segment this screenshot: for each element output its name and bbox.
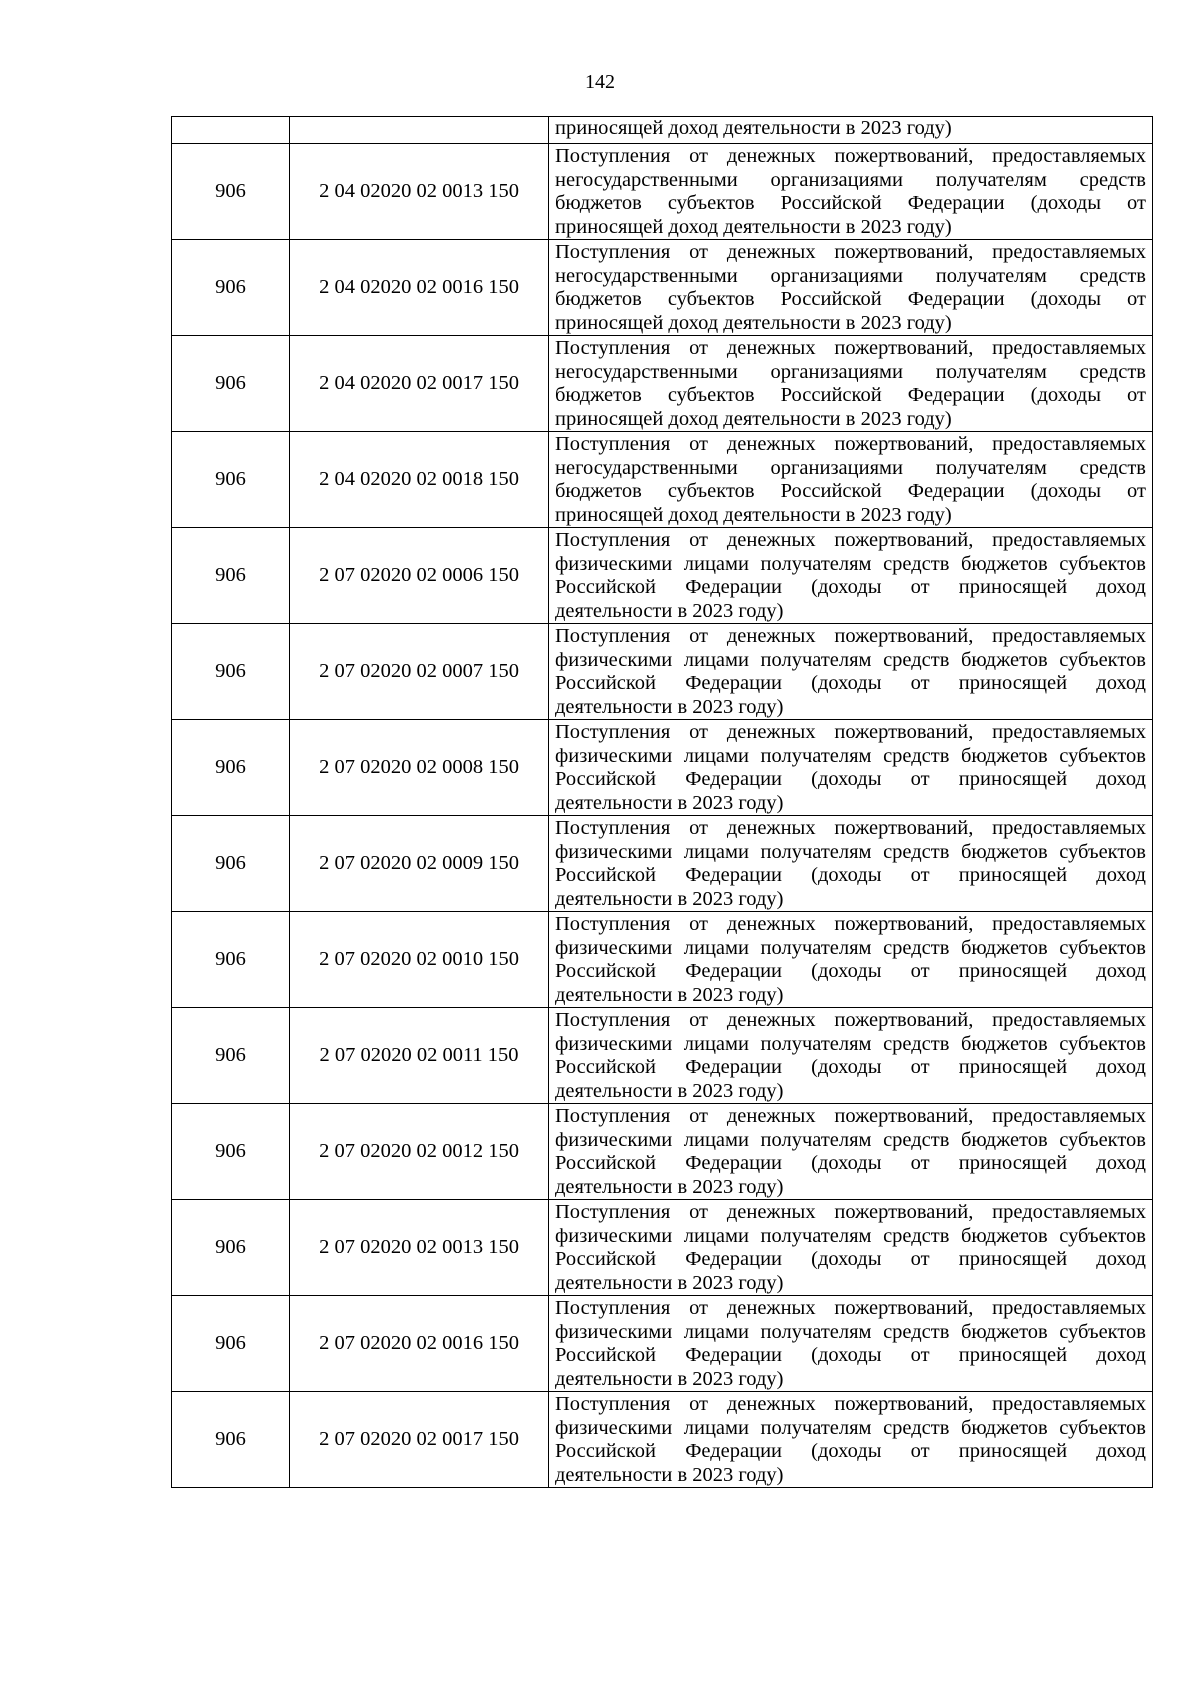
admin-code-cell: 906 bbox=[172, 336, 290, 432]
admin-code-cell: 906 bbox=[172, 144, 290, 240]
budget-classification-code-cell: 2 04 02020 02 0017 150 bbox=[290, 336, 549, 432]
table-row bbox=[172, 912, 1153, 1008]
admin-code-cell: 906 bbox=[172, 912, 290, 1008]
table-row bbox=[172, 1104, 1153, 1200]
table-row bbox=[172, 240, 1153, 336]
admin-code-cell: 906 bbox=[172, 720, 290, 816]
revenue-description-cell: Поступления от денежных пожертвований, предоставляемых негосударственными организациями получателям средств бюджетов субъектов Российской Федерации (доходы от приносящей доход деятельности в 2023 году) bbox=[549, 432, 1153, 528]
revenue-description-cell: Поступления от денежных пожертвований, предоставляемых негосударственными организациями получателям средств бюджетов субъектов Российской Федерации (доходы от приносящей доход деятельности в 2023 году) bbox=[549, 144, 1153, 240]
admin-code-cell: 906 bbox=[172, 528, 290, 624]
admin-code-cell: 906 bbox=[172, 1104, 290, 1200]
revenue-description-cell: Поступления от денежных пожертвований, предоставляемых физическими лицами получателям средств бюджетов субъектов Российской Федерации (доходы от приносящей доход деятельности в 2023 году) bbox=[549, 1296, 1153, 1392]
admin-code-cell: 906 bbox=[172, 1296, 290, 1392]
revenue-description-cell: Поступления от денежных пожертвований, предоставляемых физическими лицами получателям средств бюджетов субъектов Российской Федерации (доходы от приносящей доход деятельности в 2023 году) bbox=[549, 1200, 1153, 1296]
table-row bbox=[172, 1392, 1153, 1488]
revenue-description-cell: Поступления от денежных пожертвований, предоставляемых физическими лицами получателям средств бюджетов субъектов Российской Федерации (доходы от приносящей доход деятельности в 2023 году) bbox=[549, 1104, 1153, 1200]
table-row bbox=[172, 144, 1153, 240]
table-row bbox=[172, 432, 1153, 528]
revenue-description-cell: Поступления от денежных пожертвований, предоставляемых негосударственными организациями получателям средств бюджетов субъектов Российской Федерации (доходы от приносящей доход деятельности в 2023 году) bbox=[549, 336, 1153, 432]
revenue-description-cell: приносящей доход деятельности в 2023 году) bbox=[549, 117, 1153, 144]
admin-code-cell: 906 bbox=[172, 432, 290, 528]
budget-classification-code-cell: 2 07 02020 02 0009 150 bbox=[290, 816, 549, 912]
budget-classification-code-cell: 2 07 02020 02 0008 150 bbox=[290, 720, 549, 816]
table-row bbox=[172, 1200, 1153, 1296]
continuation-row bbox=[172, 117, 1153, 144]
budget-classification-code-cell: 2 07 02020 02 0006 150 bbox=[290, 528, 549, 624]
admin-code-cell: 906 bbox=[172, 1200, 290, 1296]
table-row bbox=[172, 1008, 1153, 1104]
budget-classification-code-cell: 2 04 02020 02 0016 150 bbox=[290, 240, 549, 336]
revenue-description-cell: Поступления от денежных пожертвований, предоставляемых физическими лицами получателям средств бюджетов субъектов Российской Федерации (доходы от приносящей доход деятельности в 2023 году) bbox=[549, 528, 1153, 624]
revenue-description-cell: Поступления от денежных пожертвований, предоставляемых физическими лицами получателям средств бюджетов субъектов Российской Федерации (доходы от приносящей доход деятельности в 2023 году) bbox=[549, 912, 1153, 1008]
budget-classification-code-cell bbox=[290, 117, 549, 144]
admin-code-cell bbox=[172, 117, 290, 144]
revenue-codes-table bbox=[171, 116, 1153, 1488]
budget-classification-code-cell: 2 07 02020 02 0016 150 bbox=[290, 1296, 549, 1392]
table-row bbox=[172, 528, 1153, 624]
budget-classification-code-cell: 2 04 02020 02 0018 150 bbox=[290, 432, 549, 528]
budget-classification-code-cell: 2 07 02020 02 0017 150 bbox=[290, 1392, 549, 1488]
budget-classification-code-cell: 2 07 02020 02 0010 150 bbox=[290, 912, 549, 1008]
revenue-description-cell: Поступления от денежных пожертвований, предоставляемых физическими лицами получателям средств бюджетов субъектов Российской Федерации (доходы от приносящей доход деятельности в 2023 году) bbox=[549, 816, 1153, 912]
revenue-description-cell: Поступления от денежных пожертвований, предоставляемых физическими лицами получателям средств бюджетов субъектов Российской Федерации (доходы от приносящей доход деятельности в 2023 году) bbox=[549, 624, 1153, 720]
budget-classification-code-cell: 2 07 02020 02 0012 150 bbox=[290, 1104, 549, 1200]
table-row bbox=[172, 816, 1153, 912]
admin-code-cell: 906 bbox=[172, 1392, 290, 1488]
table-row bbox=[172, 336, 1153, 432]
table-body bbox=[172, 117, 1153, 1488]
budget-classification-code-cell: 2 07 02020 02 0011 150 bbox=[290, 1008, 549, 1104]
budget-classification-code-cell: 2 07 02020 02 0007 150 bbox=[290, 624, 549, 720]
table-row bbox=[172, 1296, 1153, 1392]
admin-code-cell: 906 bbox=[172, 240, 290, 336]
table-row bbox=[172, 624, 1153, 720]
admin-code-cell: 906 bbox=[172, 1008, 290, 1104]
admin-code-cell: 906 bbox=[172, 624, 290, 720]
revenue-description-cell: Поступления от денежных пожертвований, предоставляемых негосударственными организациями получателям средств бюджетов субъектов Российской Федерации (доходы от приносящей доход деятельности в 2023 году) bbox=[549, 240, 1153, 336]
admin-code-cell: 906 bbox=[172, 816, 290, 912]
revenue-description-cell: Поступления от денежных пожертвований, предоставляемых физическими лицами получателям средств бюджетов субъектов Российской Федерации (доходы от приносящей доход деятельности в 2023 году) bbox=[549, 1008, 1153, 1104]
revenue-description-cell: Поступления от денежных пожертвований, предоставляемых физическими лицами получателям средств бюджетов субъектов Российской Федерации (доходы от приносящей доход деятельности в 2023 году) bbox=[549, 1392, 1153, 1488]
page-number: 142 bbox=[585, 71, 615, 93]
table-row bbox=[172, 720, 1153, 816]
revenue-description-cell: Поступления от денежных пожертвований, предоставляемых физическими лицами получателям средств бюджетов субъектов Российской Федерации (доходы от приносящей доход деятельности в 2023 году) bbox=[549, 720, 1153, 816]
budget-classification-code-cell: 2 04 02020 02 0013 150 bbox=[290, 144, 549, 240]
budget-classification-code-cell: 2 07 02020 02 0013 150 bbox=[290, 1200, 549, 1296]
